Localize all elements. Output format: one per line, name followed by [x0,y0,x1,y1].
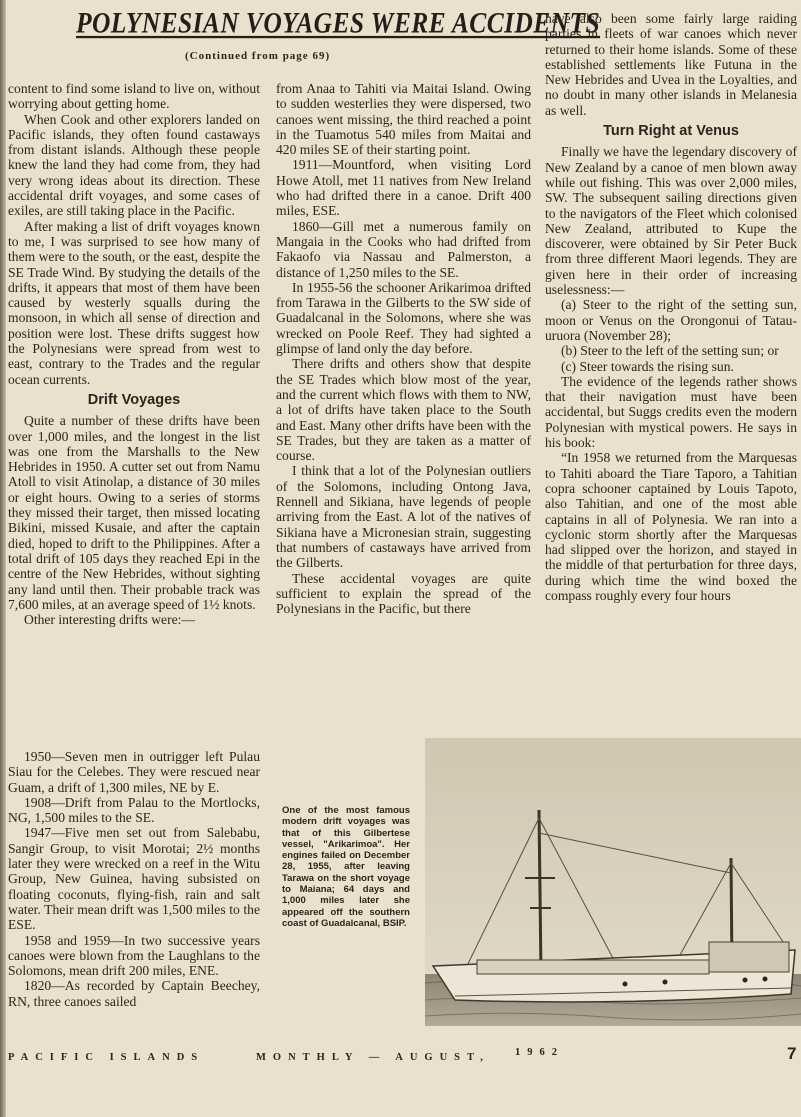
paragraph: There drifts and others show that despite the SE Trades which blow most of the year, and the current which flows with them to NW, a lot of drifts have taken place to the South and East. Many other drifts have been with the SE Trades, but they are taken as a matter of course. [276,356,531,464]
page-number: 7 [787,1044,797,1063]
paragraph: (a) Steer to the right of the setting sun, moon or Venus on the Orongonui of Tatau-uruora (November 28); [545,297,797,343]
page-footer [8,1044,798,1067]
paragraph: Quite a number of these drifts have been over 1,000 miles, and the longest in the list was one from the Marshalls to the New Hebrides in 1950. A cutter set out from Namu Atoll to visit Atinolap, a distance of 30 miles or eight hours. Owing to a series of storms they missed their target, then missed locating Bikini, missed Kusaie, and after the captain died, hoped to drift to the Philippines. After a total drift of 105 days they reached Epi in the centre of the New Hebrides, without sighting any land until then. Their probable track was 7,600 miles, at an average speed of 1½ knots. [8,413,260,612]
paragraph: 1958 and 1959—In two successive years canoes were blown from the Laughlans to the Solomons, mean drift 200 miles, ENE. [8,932,260,979]
paragraph: (b) Steer to the left of the setting sun; or [561,343,779,359]
continued-note: (Continued from page 69) [185,50,331,62]
footer-year: 1962 [515,1047,564,1058]
paragraph: 1911—Mountford, when visiting Lord Howe Atoll, met 11 natives from New Ireland who had drifted there in a canoe. Drift 400 miles, ESE. [276,157,531,219]
paragraph: The evidence of the legends rather shows that their navigation must have been accidental, but Suggs credits even the modern Polynesian with mystical powers. He says in his book: [545,373,797,451]
paragraph: 1947—Five men set out from Salebabu, Sangir Group, to visit Morotai; 2½ months later they were wrecked on a reef in the Witu Group, New Guinea, having subsisted on floating coconuts, flying-fish, rain and salt water. Their mean drift was 1,500 miles to the ESE. [8,825,260,933]
footer-magazine-name: PACIFIC ISLANDS [8,1052,205,1063]
binding-edge [0,0,6,1117]
paragraph: have also been some fairly large raiding parties in fleets of war canoes which never returned to their home islands. Some of these established settlements like Futuna in the New Hebrides and Uvea in the Loyalties, and no doubt in many other islands in Melanesia as well. [545,11,797,118]
photo-caption: One of the most famous modern drift voyages was that of this Gilbertese vessel, "Arikarimoa". Her engines failed on December 28, 1955, after leaving Tarawa on the short voyage to Maiana; 64 days and 1,000 miles later she appeared off the southern coast of Guadalcanal, BSIP. [282,805,410,929]
text-column-1 [8,81,260,627]
paragraph: After making a list of drift voyages known to me, I was surprised to see how many of them were to the south, or the east, despite the SE Trade Wind. By studying the details of the drifts, it appears that most of them have been caused by westerly squalls during the monsoon, in which all sense of direction and position were lost. These drifts suggest how the Polynesians were spread from west to east, contrary to the Trades and the regular ocean currents. [8,218,260,387]
paragraph: content to find some island to live on, without worrying about getting home. [8,81,260,112]
footer-issue: MONTHLY — AUGUST, [256,1052,490,1063]
text-column-1-lower [8,749,260,1009]
paragraph: “In 1958 we returned from the Marquesas to Tahiti aboard the Tiare Taporo, a Tahitian copra schooner captained by Louis Tapoto, also Tahitian, and one of the most able captains in all of Polynesia. We ran into a cyclonic storm shortly after the Marquesas had slipped over the horizon, and stayed in the middle of that perturbation for three days, during which time the wind boxed the compass roughly every four hours [545,450,797,603]
section-heading: Turn Right at Venus [603,123,739,140]
paragraph: Other interesting drifts were:— [24,612,196,628]
paragraph: (c) Steer towards the rising sun. [561,358,734,374]
paragraph: 1950—Seven men in outrigger left Pulau Siau for the Celebes. They were rescued near Guam, a drift of 1,300 miles, NE by E. [8,749,260,795]
schooner-photo-image [425,738,801,1026]
paragraph: When Cook and other explorers landed on Pacific islands, they often found castaways from distant islands. Although these people knew the land they had come from, they had very wrong ideas about its direction. These accidental drift voyages, and some cases of exiles, are still taking place in the Pacific. [8,111,260,219]
paragraph: I think that a lot of the Polynesian outliers of the Solomons, including Ontong Java, Rennell and Sikiana, have legends of people arriving from the East. A lot of the natives of Sikiana have a Micronesian strain, suggesting that numbers of castaways have arrived from the Gilberts. [276,463,531,571]
text-column-3 [545,11,797,603]
article-headline: POLYNESIAN VOYAGES WERE ACCIDENTS [76,6,601,40]
section-heading: Drift Voyages [87,391,181,408]
paragraph: Finally we have the legendary discovery of New Zealand by a canoe of men blown away while out fishing. This was over 2,000 miles, SW. The subsequent sailing directions given to the navigators of the Fleet which colonised New Zealand, attributed to Kupe the discoverer, were obtained by Sir Peter Buck from three different Maori legends. They are given here in their order of increasing uselessness:— [545,144,797,298]
paragraph: In 1955-56 the schooner Arikarimoa drifted from Tarawa in the Gilberts to the SW side of Guadalcanal in the Solomons, where she was wrecked on Poole Reef. They had sighted a glimpse of land only the day before. [276,279,531,357]
schooner-photo [425,738,801,1026]
paragraph: These accidental voyages are quite sufficient to explain the spread of the Polynesians in the Pacific, but there [276,570,531,617]
text-column-2 [276,81,531,616]
paragraph: 1908—Drift from Palau to the Mortlocks, NG, 1,500 miles to the SE. [8,794,260,826]
paragraph: 1860—Gill met a numerous family on Mangaia in the Cooks who had drifted from Fakaofo via Nassau and Palmerston, a distance of 1,250 miles to the SE. [276,218,531,280]
paragraph: from Anaa to Tahiti via Maitai Island. Owing to sudden westerlies they were dispersed, two canoes went missing, the third reached a point in the Tuamotus 540 miles from Maitai and 420 miles SE of their starting point. [276,81,531,158]
paragraph: 1820—As recorded by Captain Beechey, RN, three canoes sailed [8,978,260,1009]
